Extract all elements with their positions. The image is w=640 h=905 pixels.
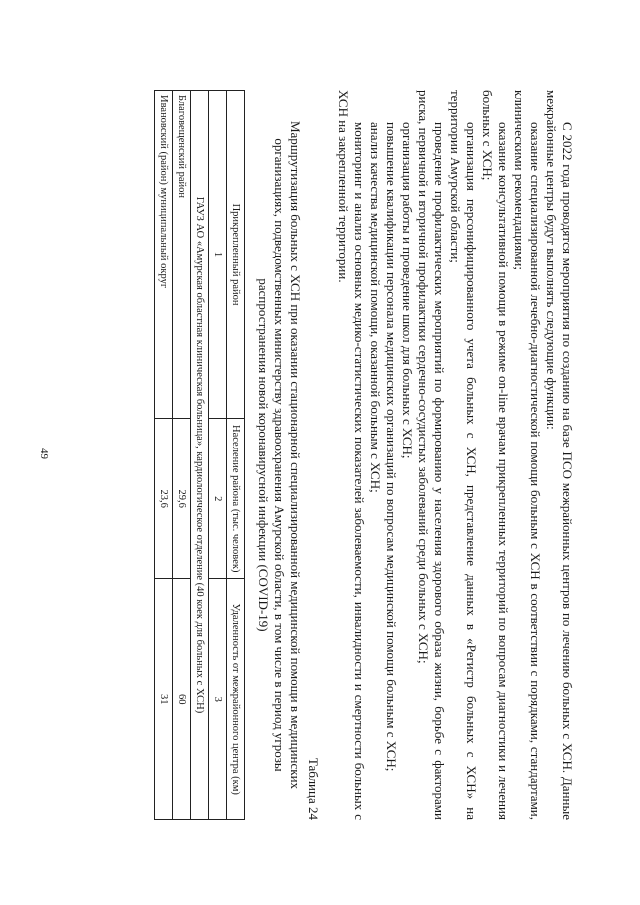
paragraph-function-5: организация работы и проведение школ для больных с ХСН; [400,122,415,459]
row-distance: 60 [173,579,191,820]
paragraph-function-4: проведение профилактических мероприятий по формированию у населения здорового образа жизни, борьбе с факторами риска, первичной и вторичной профилактики сердечно-сосудистых заболеваний среди больных с ХСН; [416,90,447,820]
paragraph-function-8: мониторинг и анализ основных медико-статистических показателей заболеваемости, инвалидности и смертности больных с ХСН на закрепленной территории. [336,90,367,820]
paragraph-function-3: организация персонифицированного учета больных с ХСН, представление данных в «Регистр больных с ХСН» на территории Амурской области; [448,90,479,820]
table-label: Таблица 24 [306,757,321,820]
header-population: Население района (тыс. человек) [227,419,245,579]
table-section-row [191,91,209,820]
col-number-1: 1 [209,91,227,419]
routing-table [154,90,245,820]
paragraph-function-2: оказание консультативной помощи в режиме on-line врачам прикрепленных территорий по вопросам диагностики и лечения больных с ХСН; [480,90,511,820]
page-number: 49 [38,448,50,459]
col-number-3: 3 [209,579,227,820]
document-body [95,90,575,820]
header-district: Прикрепленный район [227,91,245,419]
table-caption: Маршрутизация больных с ХСН при оказании стационарной специализированной медицинской помощи в медицинских организациях, подведомственных министерству здравоохранения Амурской области, в том числе в период угрозы распространения новой коронавирусной инфекции (COVID-19) [256,120,303,790]
row-district: Ивановский (район) муниципальный округ [155,91,173,419]
paragraph-function-6: повышение квалификации персонала медицинских организаций по вопросам медицинской помощи больным с ХСН; [384,122,399,772]
table-number-row [209,91,227,820]
row-district: Благовещенский район [173,91,191,419]
paragraph-function-7: анализ качества медицинской помощи, оказанной больным с ХСН; [368,122,383,493]
col-number-2: 2 [209,419,227,579]
table-row [155,91,173,820]
header-distance: Удаленность от межрайонного центра (км) [227,579,245,820]
table-header-row [227,91,245,820]
row-population: 23,6 [155,419,173,579]
paragraph-function-1: оказание специализированной лечебно-диагностической помощи больным с ХСН в соответствии с порядками, стандартами, клиническими рекомендациями; [512,90,543,820]
paragraph-intro: С 2022 года проводятся мероприятия по созданию на базе ПСО межрайонных центров по лечению больных с ХСН. Данные межрайонные центры будут выполнять следующие функции: [544,90,575,820]
section-title: ГАУЗ АО «Амурская областная клиническая больница», кардиологическое отделение (40 коек для больных с ХСН) [191,91,209,820]
row-population: 29,6 [173,419,191,579]
row-distance: 31 [155,579,173,820]
table-row [173,91,191,820]
